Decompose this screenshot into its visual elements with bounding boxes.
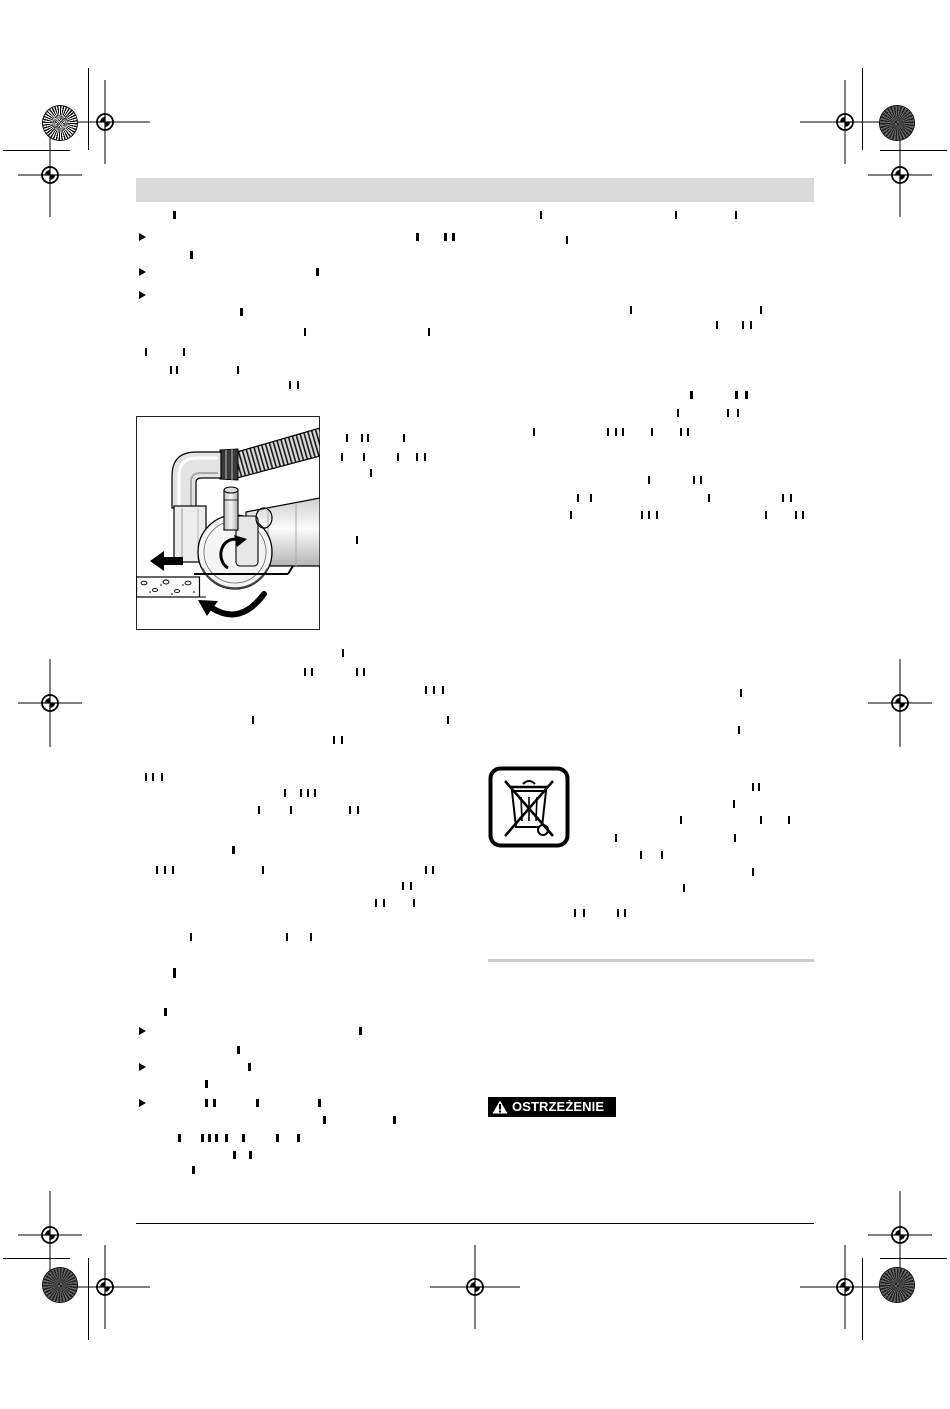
text-fragment xyxy=(788,816,790,824)
text-fragment xyxy=(176,366,178,374)
bullet-icon xyxy=(139,1027,146,1035)
text-fragment xyxy=(687,428,689,436)
text-fragment xyxy=(341,736,343,744)
text-fragment xyxy=(213,1099,216,1107)
text-fragment xyxy=(570,511,572,519)
text-fragment xyxy=(258,806,260,814)
text-fragment xyxy=(205,1099,208,1107)
color-wheel-icon xyxy=(880,106,914,140)
text-fragment xyxy=(745,391,748,399)
header-bar xyxy=(136,178,814,202)
text-fragment xyxy=(677,409,679,417)
text-fragment xyxy=(651,428,653,436)
text-fragment xyxy=(145,348,147,356)
text-fragment xyxy=(249,1151,252,1159)
text-fragment xyxy=(367,434,369,442)
concrete-slab xyxy=(137,577,207,597)
text-fragment xyxy=(782,494,784,502)
bullet-icon xyxy=(139,1099,146,1107)
bullet-icon xyxy=(139,1063,146,1071)
text-fragment xyxy=(641,511,643,519)
text-fragment xyxy=(341,453,343,461)
text-fragment xyxy=(304,328,306,336)
warning-label-text: OSTRZEŻENIE xyxy=(512,1099,605,1114)
text-fragment xyxy=(297,381,299,389)
text-fragment xyxy=(750,321,752,329)
hose-coupling xyxy=(220,449,238,480)
crossed-out-wheelie-bin-icon xyxy=(488,766,570,848)
text-fragment xyxy=(316,268,319,276)
text-fragment xyxy=(403,434,405,442)
text-fragment xyxy=(237,366,239,374)
text-fragment xyxy=(680,428,682,436)
crosshair-registration-icon xyxy=(18,133,82,217)
text-fragment xyxy=(442,686,444,694)
text-fragment xyxy=(737,409,739,417)
text-fragment xyxy=(300,789,302,797)
color-wheel-icon xyxy=(43,1268,77,1302)
text-fragment xyxy=(690,391,693,399)
bullet-icon xyxy=(139,268,146,276)
text-fragment xyxy=(225,1134,228,1142)
text-fragment xyxy=(648,511,650,519)
text-fragment xyxy=(357,806,359,814)
text-fragment xyxy=(740,689,742,697)
text-fragment xyxy=(290,806,292,814)
text-fragment xyxy=(425,866,427,874)
text-fragment xyxy=(363,668,365,676)
text-fragment xyxy=(413,899,415,907)
text-fragment xyxy=(172,866,174,874)
text-fragment xyxy=(276,1134,279,1142)
text-fragment xyxy=(164,1008,167,1016)
crosshair-registration-icon xyxy=(868,133,932,217)
warning-triangle-icon xyxy=(492,1100,508,1114)
text-fragment xyxy=(734,834,736,842)
text-fragment xyxy=(164,866,166,874)
text-fragment xyxy=(311,668,313,676)
text-fragment xyxy=(310,933,312,941)
text-fragment xyxy=(356,536,358,544)
text-fragment xyxy=(680,816,682,824)
text-fragment xyxy=(304,668,306,676)
text-fragment xyxy=(742,321,744,329)
text-fragment xyxy=(284,789,286,797)
text-fragment xyxy=(397,453,399,461)
color-wheel-icon xyxy=(43,106,77,140)
text-fragment xyxy=(428,328,430,336)
text-fragment xyxy=(432,866,434,874)
text-fragment xyxy=(661,851,663,859)
text-fragment xyxy=(424,453,426,461)
text-fragment xyxy=(248,1063,251,1071)
text-fragment xyxy=(416,233,419,241)
text-fragment xyxy=(370,469,372,477)
section-divider xyxy=(488,959,814,962)
text-fragment xyxy=(233,1151,236,1159)
text-fragment xyxy=(802,511,804,519)
text-fragment xyxy=(356,668,358,676)
text-fragment xyxy=(683,884,685,892)
text-fragment xyxy=(237,1046,240,1054)
text-fragment xyxy=(416,453,418,461)
text-fragment xyxy=(289,381,291,389)
text-fragment xyxy=(444,233,447,241)
text-fragment xyxy=(656,511,658,519)
warning-label xyxy=(488,1097,616,1117)
footer-rule xyxy=(136,1223,814,1224)
text-fragment xyxy=(752,868,754,876)
text-fragment xyxy=(252,716,254,724)
text-fragment xyxy=(215,1134,218,1142)
text-fragment xyxy=(640,851,642,859)
text-fragment xyxy=(758,783,760,791)
bullet-icon xyxy=(139,291,146,299)
text-fragment xyxy=(152,773,154,781)
text-fragment xyxy=(533,428,535,436)
text-fragment xyxy=(205,1080,208,1088)
grinder-illustration xyxy=(136,416,320,630)
text-fragment xyxy=(630,306,632,314)
text-fragment xyxy=(262,866,264,874)
spindle-handle xyxy=(224,487,238,530)
text-fragment xyxy=(318,1099,321,1107)
text-fragment xyxy=(615,834,617,842)
text-fragment xyxy=(333,736,335,744)
text-fragment xyxy=(452,233,455,241)
crosshair-registration-icon xyxy=(800,1245,890,1329)
text-fragment xyxy=(615,428,617,436)
text-fragment xyxy=(765,511,767,519)
text-fragment xyxy=(190,933,192,941)
text-fragment xyxy=(700,476,702,484)
text-fragment xyxy=(349,806,351,814)
text-fragment xyxy=(727,409,729,417)
text-fragment xyxy=(577,494,579,502)
text-fragment xyxy=(402,882,404,890)
text-fragment xyxy=(590,494,592,502)
text-fragment xyxy=(375,899,377,907)
text-fragment xyxy=(170,366,172,374)
text-fragment xyxy=(145,773,147,781)
text-fragment xyxy=(447,716,449,724)
crosshair-registration-icon xyxy=(18,659,82,747)
text-fragment xyxy=(760,306,762,314)
text-fragment xyxy=(574,909,576,917)
text-fragment xyxy=(540,211,542,219)
text-fragment xyxy=(760,816,762,824)
text-fragment xyxy=(192,1166,195,1174)
text-fragment xyxy=(708,494,710,502)
text-fragment xyxy=(346,434,348,442)
text-fragment xyxy=(201,1134,204,1142)
text-fragment xyxy=(617,909,619,917)
text-fragment xyxy=(790,494,792,502)
text-fragment xyxy=(242,1134,245,1142)
text-fragment xyxy=(359,1027,362,1035)
text-fragment xyxy=(733,800,735,808)
text-fragment xyxy=(425,686,427,694)
text-fragment xyxy=(410,882,412,890)
bullet-icon xyxy=(139,233,146,241)
crosshair-registration-icon xyxy=(868,659,932,747)
text-fragment xyxy=(622,428,624,436)
text-fragment xyxy=(363,453,365,461)
text-fragment xyxy=(566,236,568,244)
text-fragment xyxy=(297,1134,300,1142)
text-fragment xyxy=(232,846,235,854)
text-fragment xyxy=(795,511,797,519)
text-fragment xyxy=(738,726,740,734)
text-fragment xyxy=(693,476,695,484)
text-fragment xyxy=(314,789,316,797)
text-fragment xyxy=(716,321,718,329)
text-fragment xyxy=(240,308,243,316)
text-fragment xyxy=(433,686,435,694)
text-fragment xyxy=(161,773,163,781)
text-fragment xyxy=(607,428,609,436)
text-fragment xyxy=(286,933,288,941)
text-fragment xyxy=(208,1134,211,1142)
text-fragment xyxy=(156,866,158,874)
text-fragment xyxy=(256,1099,259,1107)
text-fragment xyxy=(361,434,363,442)
grinder-illustration-graphic xyxy=(136,416,320,630)
text-fragment xyxy=(624,909,626,917)
text-fragment xyxy=(393,1116,396,1124)
text-fragment xyxy=(675,211,677,219)
text-fragment xyxy=(190,251,193,259)
crosshair-registration-icon xyxy=(430,1245,520,1329)
text-fragment xyxy=(173,211,176,219)
text-fragment xyxy=(342,649,344,657)
text-fragment xyxy=(735,211,737,219)
text-fragment xyxy=(735,391,738,399)
text-fragment xyxy=(383,899,385,907)
text-fragment xyxy=(173,968,176,978)
text-fragment xyxy=(323,1116,326,1124)
text-fragment xyxy=(583,909,585,917)
color-wheel-icon xyxy=(880,1268,914,1302)
text-fragment xyxy=(183,348,185,356)
text-fragment xyxy=(307,789,309,797)
text-fragment xyxy=(648,476,650,484)
text-fragment xyxy=(178,1134,181,1142)
text-fragment xyxy=(752,783,754,791)
